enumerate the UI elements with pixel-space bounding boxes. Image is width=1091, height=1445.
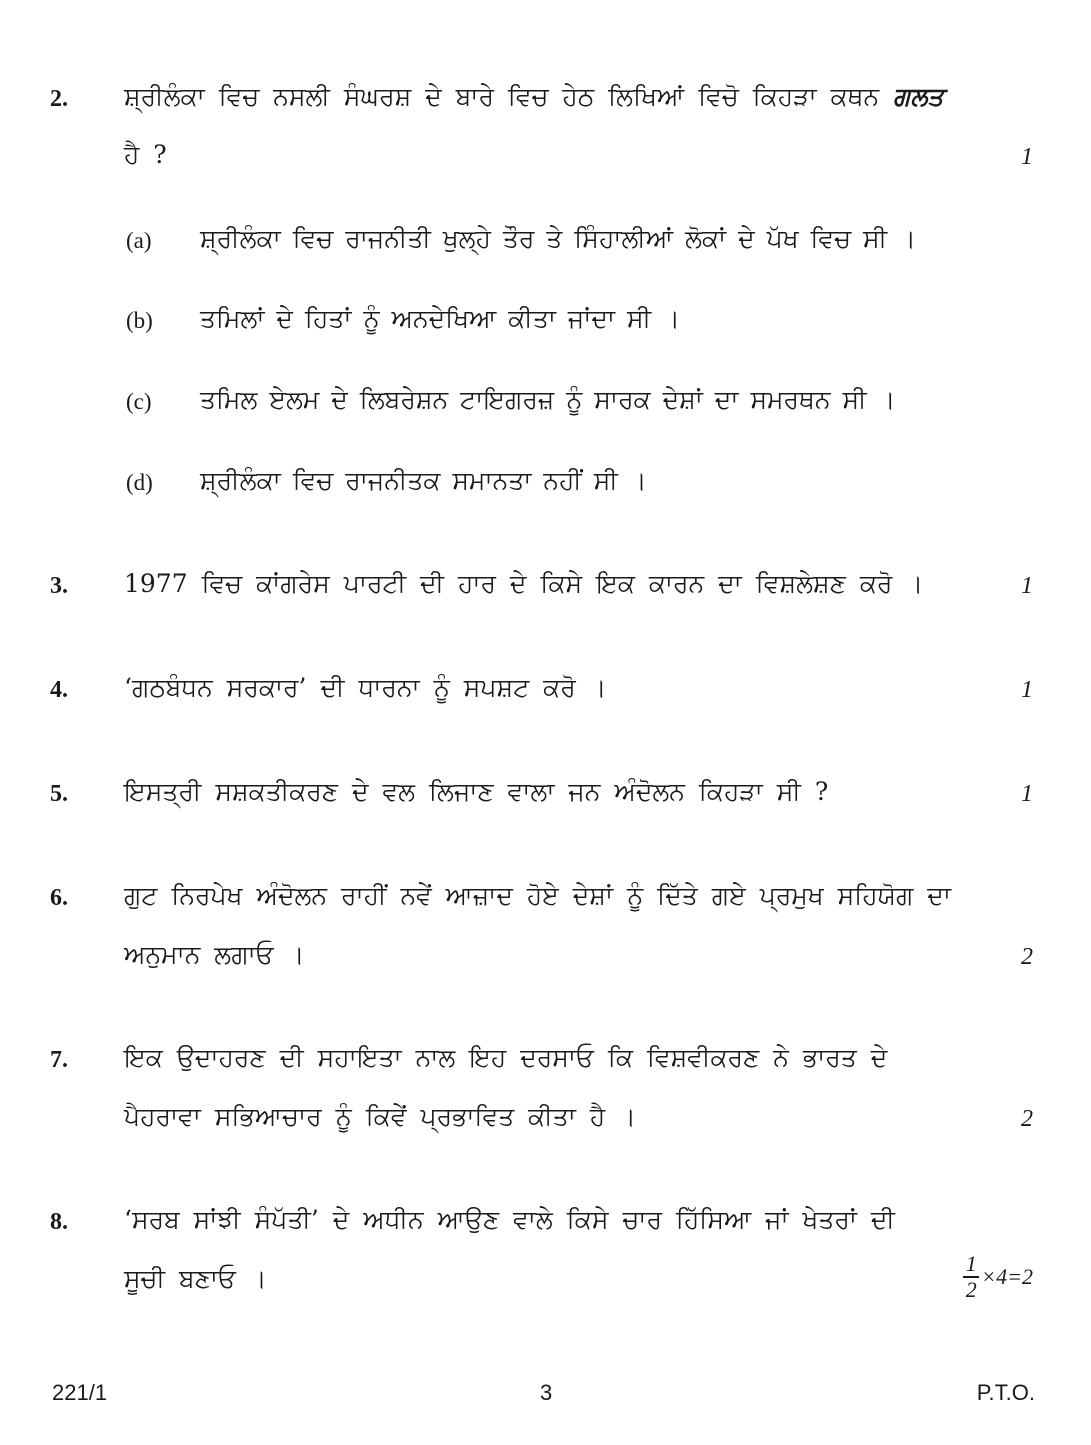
marks: 2 xyxy=(1021,944,1033,970)
option-text-c: ਤਮਿਲ ਏਲਮ ਦੇ ਲਿਬਰੇਸ਼ਨ ਟਾਇਗਰਜ਼ ਨੂੰ ਸਾਰਕ ਦੇਸ਼ਾਂ ਦਾ ਸਮਰਥਨ ਸੀ । xyxy=(200,385,896,414)
marks: 1 xyxy=(1021,677,1033,703)
question-number: 7. xyxy=(50,1047,68,1073)
question-text-line-1 xyxy=(124,80,943,114)
option-label-d: (d) xyxy=(126,470,153,495)
question-text: ਸ਼੍ਰੀਲੰਕਾ ਵਿਚ ਨਸਲੀ ਸੰਘਰਸ਼ ਦੇ ਬਾਰੇ ਵਿਚ ਹੇਠ ਲਿਖਿਆਂ ਵਿਚੋ ਕਿਹੜਾ ਕਥਨ xyxy=(124,82,880,111)
question-text-line-1: ‘ਸਰਬ ਸਾਂਝੀ ਸੰਪੱਤੀ’ ਦੇ ਅਧੀਨ ਆਉਣ ਵਾਲੇ ਕਿਸੇ ਚਾਰ ਹਿੱਸਿਆ ਜਾਂ ਖੇਤਰਾਂ ਦੀ xyxy=(124,1205,895,1234)
fraction-marks xyxy=(963,1252,1033,1302)
paper-code: 221/1 xyxy=(52,1380,108,1405)
page-number: 3 xyxy=(540,1380,553,1405)
question-text: 1977 ਵਿਚ ਕਾਂਗਰੇਸ ਪਾਰਟੀ ਦੀ ਹਾਰ ਦੇ ਕਿਸੇ ਇਕ ਕਾਰਨ ਦਾ ਵਿਸ਼ਲੇਸ਼ਣ ਕਰੋ । xyxy=(124,569,924,598)
question-number: 5. xyxy=(50,781,68,807)
question-text-line-2: ਪੈਹਰਾਵਾ ਸਭਿਆਚਾਰ ਨੂੰ ਕਿਵੇਂ ਪ੍ਰਭਾਵਿਤ ਕੀਤਾ ਹੈ । xyxy=(124,1102,637,1131)
question-number: 4. xyxy=(50,677,68,703)
please-turn-over: P.T.O. xyxy=(976,1380,1035,1405)
marks: 1 xyxy=(1021,573,1033,599)
marks: 1 xyxy=(1021,781,1033,807)
option-label-b: (b) xyxy=(126,308,153,333)
option-label-c: (c) xyxy=(126,389,152,414)
question-text: ‘ਗਠਬੰਧਨ ਸਰਕਾਰ’ ਦੀ ਧਾਰਨਾ ਨੂੰ ਸਪਸ਼ਟ ਕਰੋ । xyxy=(124,673,607,702)
question-text: ਇਸਤ੍ਰੀ ਸਸ਼ਕਤੀਕਰਣ ਦੇ ਵਲ ਲਿਜਾਣ ਵਾਲਾ ਜਨ ਅੰਦੋਲਨ ਕਿਹੜਾ ਸੀ ? xyxy=(124,777,829,806)
marks-multiplier: ×4=2 xyxy=(981,1263,1033,1289)
question-number: 6. xyxy=(50,885,68,911)
option-label-a: (a) xyxy=(126,228,152,253)
option-text-b: ਤਮਿਲਾਂ ਦੇ ਹਿਤਾਂ ਨੂੰ ਅਨਦੇਖਿਆ ਕੀਤਾ ਜਾਂਦਾ ਸੀ । xyxy=(200,304,680,333)
marks: 2 xyxy=(1021,1106,1033,1132)
question-number: 8. xyxy=(50,1209,68,1235)
emphasis-word: ਗਲਤ xyxy=(893,82,944,111)
fraction-denominator: 2 xyxy=(965,1276,977,1302)
question-text-line-2: ਅਨੁਮਾਨ ਲਗਾਓ । xyxy=(124,940,305,969)
question-text-line-1: ਇਕ ਉਦਾਹਰਣ ਦੀ ਸਹਾਇਤਾ ਨਾਲ ਇਹ ਦਰਸਾਓ ਕਿ ਵਿਸ਼ਵੀਕਰਣ ਨੇ ਭਾਰਤ ਦੇ xyxy=(124,1043,888,1072)
option-text-d: ਸ਼੍ਰੀਲੰਕਾ ਵਿਚ ਰਾਜਨੀਤਕ ਸਮਾਨਤਾ ਨਹੀਂ ਸੀ । xyxy=(200,466,647,495)
question-text-line-1: ਗੁਟ ਨਿਰਪੇਖ ਅੰਦੋਲਨ ਰਾਹੀਂ ਨਵੇਂ ਆਜ਼ਾਦ ਹੋਏ ਦੇਸ਼ਾਂ ਨੂੰ ਦਿੱਤੇ ਗਏ ਪ੍ਰਮੁਖ ਸਹਿਯੋਗ ਦਾ xyxy=(124,881,952,910)
question-number: 2. xyxy=(50,86,68,112)
fraction-numerator: 1 xyxy=(965,1251,977,1276)
fraction xyxy=(963,1252,979,1302)
question-number: 3. xyxy=(50,573,68,599)
marks: 1 xyxy=(1021,144,1033,170)
question-text-line-2: ਸੂਚੀ ਬਣਾਓ । xyxy=(124,1264,267,1293)
option-text-a: ਸ਼੍ਰੀਲੰਕਾ ਵਿਚ ਰਾਜਨੀਤੀ ਖੁਲ੍ਹੇ ਤੌਰ ਤੇ ਸਿੰਹਾਲੀਆਂ ਲੋਕਾਂ ਦੇ ਪੱਖ ਵਿਚ ਸੀ । xyxy=(200,224,916,253)
question-text-line-2: ਹੈ ? xyxy=(124,140,167,169)
